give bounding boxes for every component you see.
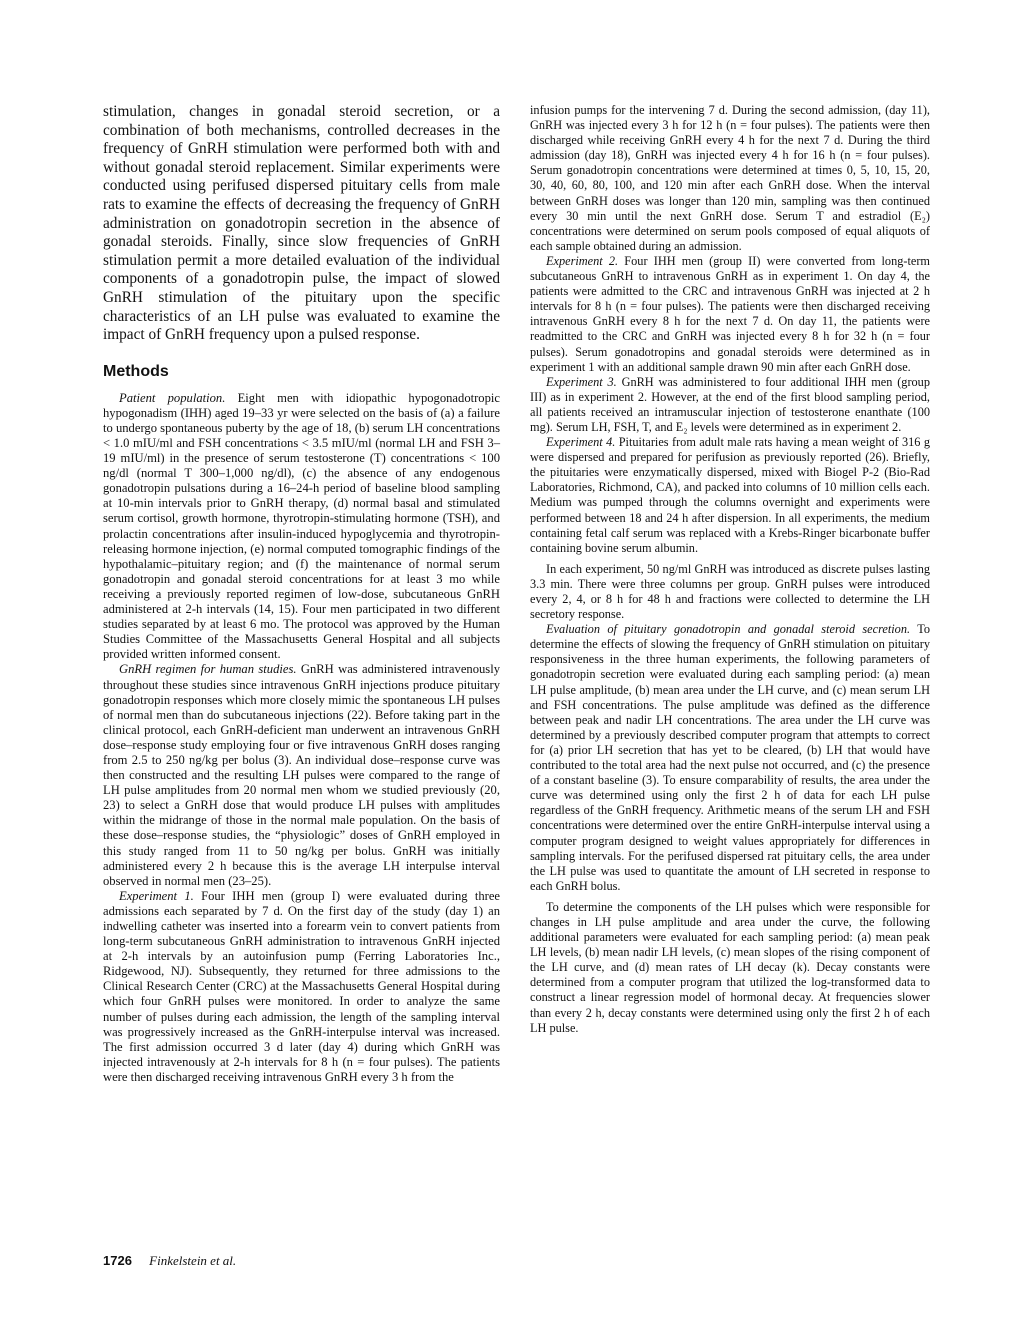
experiment1-runin: Experiment 1. — [119, 888, 194, 903]
experiment1-paragraph — [103, 889, 500, 1085]
right-column — [530, 103, 930, 1036]
experiment4-text: Pituitaries from adult male rats having a mean weight of 316 g were dispersed and prepared for perifusion as previously reported (26). Briefly, the pituitaries were enzymatically dispersed, mixed with Biogel P-2 (Bio-Rad Laboratories, Richmond, CA), and packed into columns of 10 million cells each. Medium was pumped through the columns overnight and experiments were performed between 18 and 24 h after dispersion. In all experiments, the medium containing fetal calf serum was replaced with a Krebs-Ringer bicarbonate buffer containing bovine serum albumin. — [530, 435, 930, 555]
patient-population-runin: Patient population. — [119, 390, 226, 405]
page-footer — [103, 1253, 236, 1269]
page-number: 1726 — [103, 1253, 132, 1268]
evaluation-runin: Evaluation of pituitary gonadotropin and gonadal steroid secretion. — [546, 622, 911, 637]
experiment1-text: Four IHH men (group I) were evaluated during three admissions each separated by 7 d. On the first day of the study (day 1) an indwelling catheter was inserted into a forearm vein to convert patients from long-term subcutaneous GnRH administration to intravenous GnRH injected at 2-h intervals by an autoinfusion pump (Ferring Laboratories Inc., Ridgewood, NJ). Subsequently, they returned for three admissions to the Clinical Research Center (CRC) at the Massachusetts General Hospital during which four GnRH pulses were monitored. In order to analyze the same number of pulses during each admission, the length of the sampling interval was progressively increased as the GnRH-interpulse interval was increased. The first admission occurred 3 d later (day 4) during which GnRH was injected intravenously at 2-h intervals for 8 h (n = four pulses). The patients were then discharged receiving intravenous GnRH every 3 h from the — [103, 888, 500, 1084]
experiment2-text: Four IHH men (group II) were converted from long-term subcutaneous GnRH to intravenous GnRH as in experiment 1. On day 4, the patients were admitted to the CRC and intravenous GnRH was injected at 2 h intervals for 8 h (n = four pulses). The patients were then discharged receiving intravenous GnRH every 8 h for the next 7 d. On day 11, the patients were readmitted to the CRC and GnRH was injected every 8 h for 32 h (n = four pulses). Serum gonadotropins and gonadal steroids were determined as in experiment 1 with an additional sample drawn 90 min after each GnRH dose. — [530, 253, 930, 374]
experiment4-continuation-paragraph: In each experiment, 50 ng/ml GnRH was introduced as discrete pulses lasting 3.3 min. There were three columns per group. GnRH pulses were introduced every 2, 4, or 8 h for 48 h and fractions were collected to determine the LH secretory response. — [530, 561, 930, 622]
patient-population-paragraph — [103, 391, 500, 663]
evaluation-text: To determine the effects of slowing the frequency of GnRH stimulation on pituitary responsiveness in the three human experiments, the following parameters of gonadotropin secretion were evaluated during each sampling period: (a) mean LH pulse amplitude, (b) mean area under the LH curve, and (c) mean serum LH and FSH concentrations. The pulse amplitude was defined as the difference between peak and nadir LH concentrations. The area under the LH curve was determined by a previously described computer program that attempts to correct for (a) prior LH secretion that has yet to be cleared, (b) LH that would have contributed to the total area had the next pulse not occurred, and (c) the presence of a constant baseline (3). To ensure comparability of results, the area under the curve was determined using only the first 2 h of data for each LH pulse regardless of the GnRH frequency. Arithmetic means of the serum LH and FSH concentrations were determined over the entire GnRH-interpulse interval using a computer program designed to weight values appropriately for differences in sampling intervals. For the perifused dispersed rat pituitary cells, the area under the LH pulse was used to quantitate the amount of LH secreted in response to each GnRH bolus. — [530, 622, 931, 893]
continuation-paragraph: infusion pumps for the intervening 7 d. During the second admission, (day 11), GnRH was injected every 3 h for 12 h (n = four pulses). The patients were then discharged while receiving GnRH every 4 h for the next 7 d. During the third admission (day 18), GnRH was injected every 4 h for 16 h (n = four pulses). Serum gonadotropin concentrations were determined at times 0, 5, 10, 15, 20, 30, 40, 60, 80, 100, and 120 min after each GnRH dose. When the interval between GnRH doses was longer than 120 min, sampling was then continued every 30 min until the next GnRH dose. Serum T and estradiol (E₂) concentrations were determined on serum pools composed of equal aliquots of each sample obtained during an admission. — [530, 103, 930, 253]
intro-paragraph: stimulation, changes in gonadal steroid secretion, or a combination of both mechanisms, controlled decreases in the frequency of GnRH stimulation were performed both with and without gonadal steroid replacement. Similar experiments were conducted using perifused dispersed pituitary cells from male rats to examine the effects of decreasing the frequency of GnRH administration on gonadotropin secretion in the absence of gonadal steroids. Finally, since slow frequencies of GnRH stimulation permit a more detailed evaluation of the individual components of a gonadotropin pulse, the impact of slowed GnRH stimulation of the pituitary upon the specific characteristics of an LH pulse was evaluated to examine the impact of GnRH frequency upon a pulsed response. — [103, 103, 500, 344]
lh-components-paragraph: To determine the components of the LH pulses which were responsible for changes in LH pulse amplitude and area under the curve, the following additional parameters were evaluated for each sampling period: (a) mean peak LH levels, (b) mean nadir LH levels, (c) mean slopes of the rising component of the LH curve, and (d) mean rates of LH decay (k). Decay constants were determined from a computer program that utilized the log-transformed data to construct a linear regression model of hormonal decay. At frequencies slower than every 2 h, decay constants were determined using only the first 2 h of each LH pulse. — [530, 899, 930, 1035]
patient-population-text: Eight men with idiopathic hypogonadotropic hypogonadism (IHH) aged 19–33 yr were selected on the basis of (a) a failure to undergo spontaneous puberty by the age of 18, (b) serum LH concentrations < 1.0 mIU/ml and FSH concentrations < 3.5 mIU/ml (normal LH and FSH 3–19 mIU/ml) in the presence of serum testosterone (T) concentrations < 100 ng/dl (normal T 300–1,000 ng/dl), (c) the absence of any endogenous gonadotropin pulsations during a 16–24-h period of baseline blood sampling at 10-min intervals prior to GnRH therapy, (d) normal basal and stimulated serum cortisol, growth hormone, thyrotropin-stimulating hormone (TSH), and prolactin concentrations after insulin-induced hypoglycemia and thyrotropin-releasing hormone injection, (e) normal computed tomographic findings of the hypothalamic–pituitary region; and (f) the maintenance of normal serum gonadotropin and gonadal steroid concentrations for at least 3 mo while receiving a previously reported regimen of low-dose, subcutaneous GnRH administered at 2-h intervals (14, 15). Four men participated in two different studies separated by at least 6 mo. The protocol was approved by the Human Studies Committee of the Massachusetts General Hospital and all subjects provided written informed consent. — [103, 390, 500, 662]
experiment2-runin: Experiment 2. — [546, 253, 619, 268]
experiment2-paragraph — [530, 254, 930, 375]
experiment3-text: GnRH was administered to four additional IHH men (group III) as in experiment 2. However, at the end of the first blood sampling period, all patients received an intramuscular injection of testosterone enanthate (100 mg). Serum LH, FSH, T, and E₂ levels were determined as in experiment 2. — [530, 374, 930, 434]
gnrh-regimen-runin: GnRH regimen for human studies. — [119, 662, 297, 677]
gnrh-regimen-text: GnRH was administered intravenously throughout these studies since intravenous GnRH injections produce pituitary gonadotropin responses which more closely mimic the spontaneous LH pulses of normal men than do subcutaneous injections (22). Before taking part in the clinical protocol, each GnRH-deficient man underwent an intravenous GnRH dose–response study employing four or five intravenous GnRH doses ranging from 2.5 to 250 ng/kg per bolus (3). An individual dose–response curve was then constructed and the resulting LH pulses were compared to the range of LH pulse amplitudes from 20 normal men whom we studied previously (20, 23) to select a GnRH dose that would produce LH pulses with amplitudes within the midrange of those in the normal male population. On the basis of these dose–response studies, the “physiologic” doses of GnRH employed in this study ranged from 11 to 50 ng/kg per bolus. GnRH was initially administered every 2 h because this is the average LH interpulse interval observed in normal men (23–25). — [103, 662, 501, 888]
methods-heading: Methods — [103, 362, 169, 380]
experiment3-paragraph — [530, 375, 930, 435]
running-head: Finkelstein et al. — [149, 1253, 237, 1268]
left-column — [103, 103, 500, 1085]
experiment3-runin: Experiment 3. — [546, 374, 617, 389]
evaluation-paragraph — [530, 622, 930, 894]
gnrh-regimen-paragraph — [103, 662, 500, 888]
experiment4-runin: Experiment 4. — [546, 435, 616, 450]
experiment4-paragraph — [530, 435, 930, 556]
